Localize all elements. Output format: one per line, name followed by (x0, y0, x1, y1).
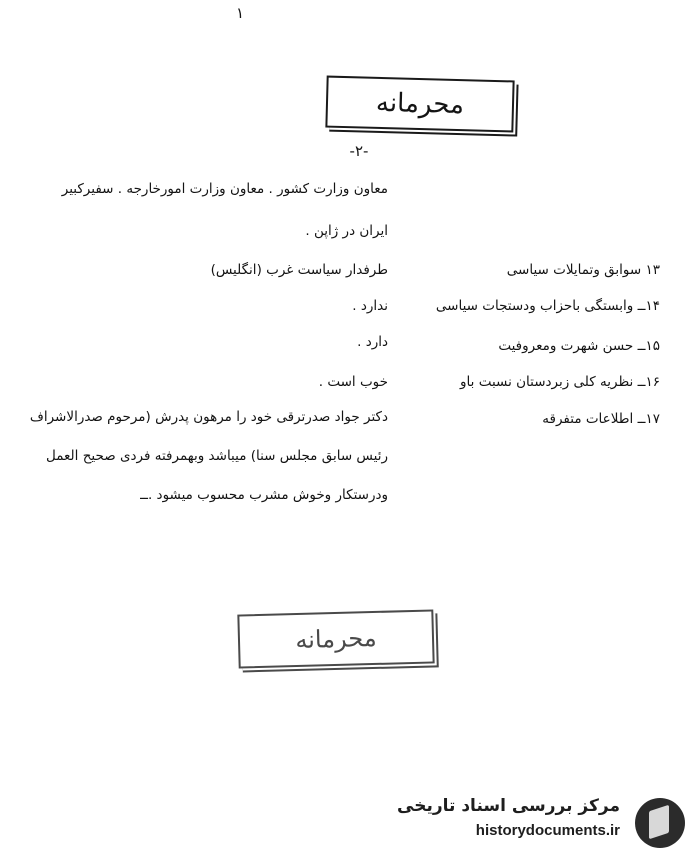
item-value-16: خوب است . (318, 374, 388, 390)
intro-line-1: معاون وزارت کشور . معاون وزارت امورخارجه . سفیرکبیر (61, 181, 388, 197)
archive-title: مرکز بررسی اسناد تاریخی (397, 796, 620, 816)
intro-line-2: ایران در ژاپن . (305, 223, 388, 239)
item-label-17: ۱۷ــ اطلاعات متفرقه (542, 411, 660, 427)
confidential-stamp-bottom: محرمانه (237, 609, 434, 668)
item-value-13: طرفدار سیاست غرب (انگلیس) (210, 262, 388, 278)
item-value-17: دکتر جواد صدرترقی خود را مرهون پدرش (مرحوم صدرالاشراف (29, 409, 388, 425)
archive-watermark (397, 790, 700, 855)
continuation-line-2: ودرستکار وخوش مشرب محسوب میشود .ــ (140, 487, 388, 503)
item-label-16: ۱۶ــ نظریه کلی زبردستان نسبت باو (460, 374, 660, 390)
continuation-line-1: رئیس سابق مجلس سنا) میباشد وبهمرفته فردی صحیح العمل (46, 448, 388, 464)
archive-url: historydocuments.ir (475, 822, 620, 839)
section-number: -۲- (349, 142, 369, 160)
item-value-15: دارد . (357, 334, 388, 350)
confidential-stamp-top: محرمانه (325, 76, 514, 133)
item-value-14: ندارد . (352, 298, 388, 314)
item-label-13: ۱۳ سوابق وتمایلات سیاسی (506, 262, 660, 278)
page-number: ۱ (236, 4, 245, 22)
item-label-15: ۱۵ــ حسن شهرت ومعروفیت (498, 338, 660, 354)
item-label-14: ۱۴ــ وابستگی باحزاب ودستجات سیاسی (435, 298, 660, 314)
archive-logo-icon (635, 798, 685, 848)
